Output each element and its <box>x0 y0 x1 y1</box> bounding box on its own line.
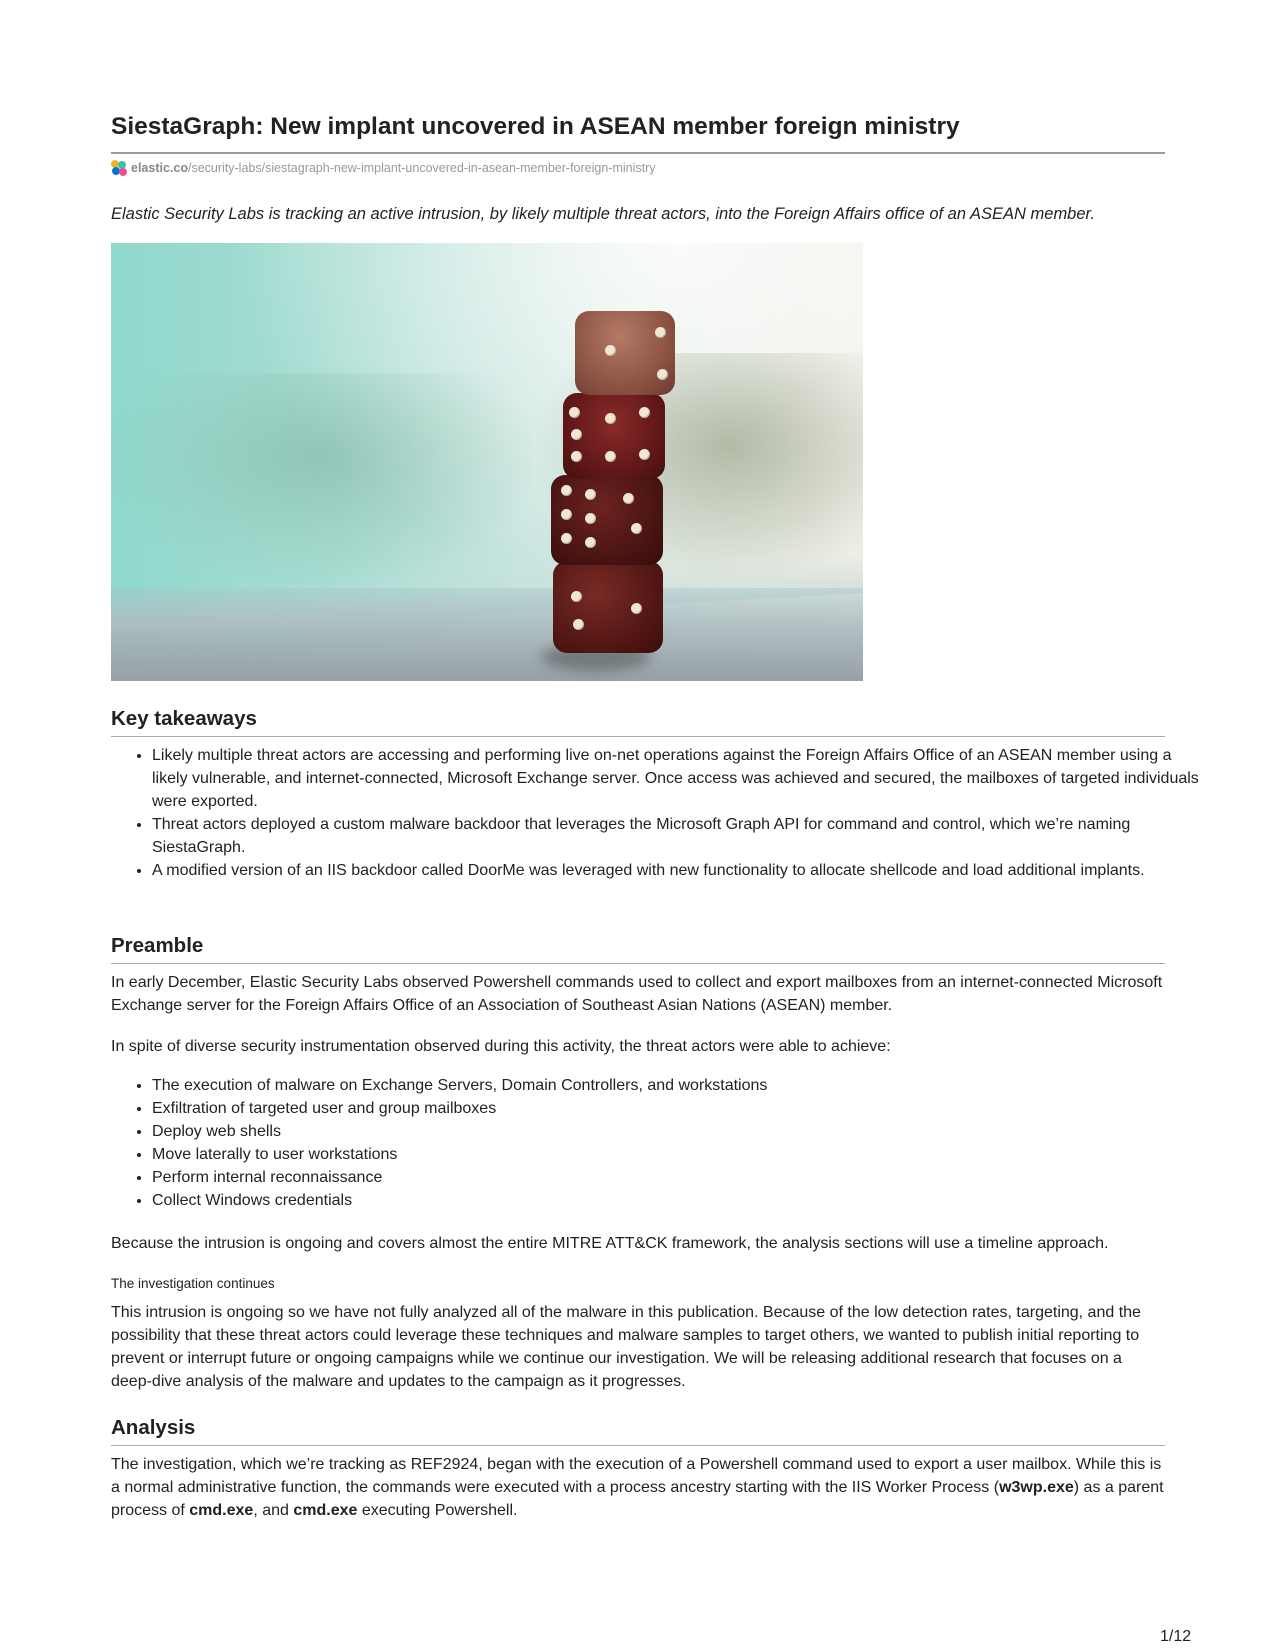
code-cmd: cmd.exe <box>189 1502 254 1519</box>
die-second <box>563 393 665 479</box>
list-item: • Deploy web shells <box>152 1120 1206 1143</box>
code-cmd: cmd.exe <box>293 1502 358 1519</box>
list-item: • Perform internal reconnaissance <box>152 1166 1206 1189</box>
preamble-heading: Preamble <box>111 934 204 957</box>
source-domain: elastic.co <box>131 161 188 175</box>
title-divider <box>111 152 1165 154</box>
preamble-paragraph-2: In spite of diverse security instrumentation observed during this activity, the threat actors were able to achieve: <box>111 1038 891 1055</box>
preamble-achievements-list <box>111 1074 1206 1212</box>
list-item: • Threat actors deployed a custom malware backdoor that leverages the Microsoft Graph API for command and control, which we’re naming SiestaGraph. <box>152 813 1206 859</box>
investigation-subheading: The investigation continues <box>111 1276 275 1291</box>
list-item: • Collect Windows credentials <box>152 1189 1206 1212</box>
key-takeaways-list <box>111 744 1206 882</box>
hero-image-stacked-dice <box>111 243 863 681</box>
preamble-paragraph-3: Because the intrusion is ongoing and covers almost the entire MITRE ATT&CK framework, the analysis sections will use a timeline approach. <box>111 1235 1109 1252</box>
preamble-divider <box>111 963 1165 964</box>
die-bottom <box>553 561 663 653</box>
preamble-paragraph-4: This intrusion is ongoing so we have not fully analyzed all of the malware in this publication. Because of the low detection rates, targeting, and the possibility that these threat actors could leverage these techniques and malware samples to target others, we wanted to publish initial reporting to prevent or interrupt future or ongoing campaigns while we continue our investigation. We will be releasing additional research that focuses on a deep-dive analysis of the malware and updates to the campaign as it progresses. <box>111 1304 1141 1390</box>
list-item: • Likely multiple threat actors are accessing and performing live on-net operations against the Foreign Affairs Office of an ASEAN member using a likely vulnerable, and internet-connected, Microsoft Exchange server. Once access was achieved and secured, the mailboxes of targeted individuals were exported. <box>152 744 1206 813</box>
source-path: /security-labs/siestagraph-new-implant-uncovered-in-asean-member-foreign-ministry <box>187 161 656 175</box>
list-item: • A modified version of an IIS backdoor called DoorMe was leveraged with new functionality to allocate shellcode and load additional implants. <box>152 859 1206 882</box>
key-takeaways-divider <box>111 736 1165 737</box>
list-item: • Exfiltration of targeted user and group mailboxes <box>152 1097 1206 1120</box>
source-line[interactable] <box>111 160 656 176</box>
elastic-logo-icon <box>111 160 127 176</box>
analysis-heading: Analysis <box>111 1416 196 1439</box>
preamble-paragraph-1: In early December, Elastic Security Labs observed Powershell commands used to collect and export mailboxes from an internet-connected Microsoft Exchange server for the Foreign Affairs Office of an Association of Southeast Asian Nations (ASEAN) member. <box>111 974 1163 1014</box>
die-top <box>575 311 675 395</box>
article-lede: Elastic Security Labs is tracking an active intrusion, by likely multiple threat actors, into the Foreign Affairs office of an ASEAN member. <box>111 205 1096 223</box>
analysis-paragraph-1: The investigation, which we’re tracking as REF2924, began with the execution of a Powershell command used to export a user mailbox. While this is a normal administrative function, the commands were executed with a process ancestry starting with the IIS Worker Process (w3wp.exe) as a parent process of cmd.exe, and cmd.exe executing Powershell. <box>111 1456 1164 1519</box>
die-third <box>551 475 663 565</box>
list-item: • The execution of malware on Exchange Servers, Domain Controllers, and workstations <box>152 1074 1206 1097</box>
code-w3wp: w3wp.exe <box>999 1479 1074 1496</box>
article-title: SiestaGraph: New implant uncovered in ASEAN member foreign ministry <box>111 113 960 140</box>
page-number: 1/12 <box>1160 1628 1192 1645</box>
key-takeaways-heading: Key takeaways <box>111 707 257 730</box>
list-item: • Move laterally to user workstations <box>152 1143 1206 1166</box>
analysis-divider <box>111 1445 1165 1446</box>
